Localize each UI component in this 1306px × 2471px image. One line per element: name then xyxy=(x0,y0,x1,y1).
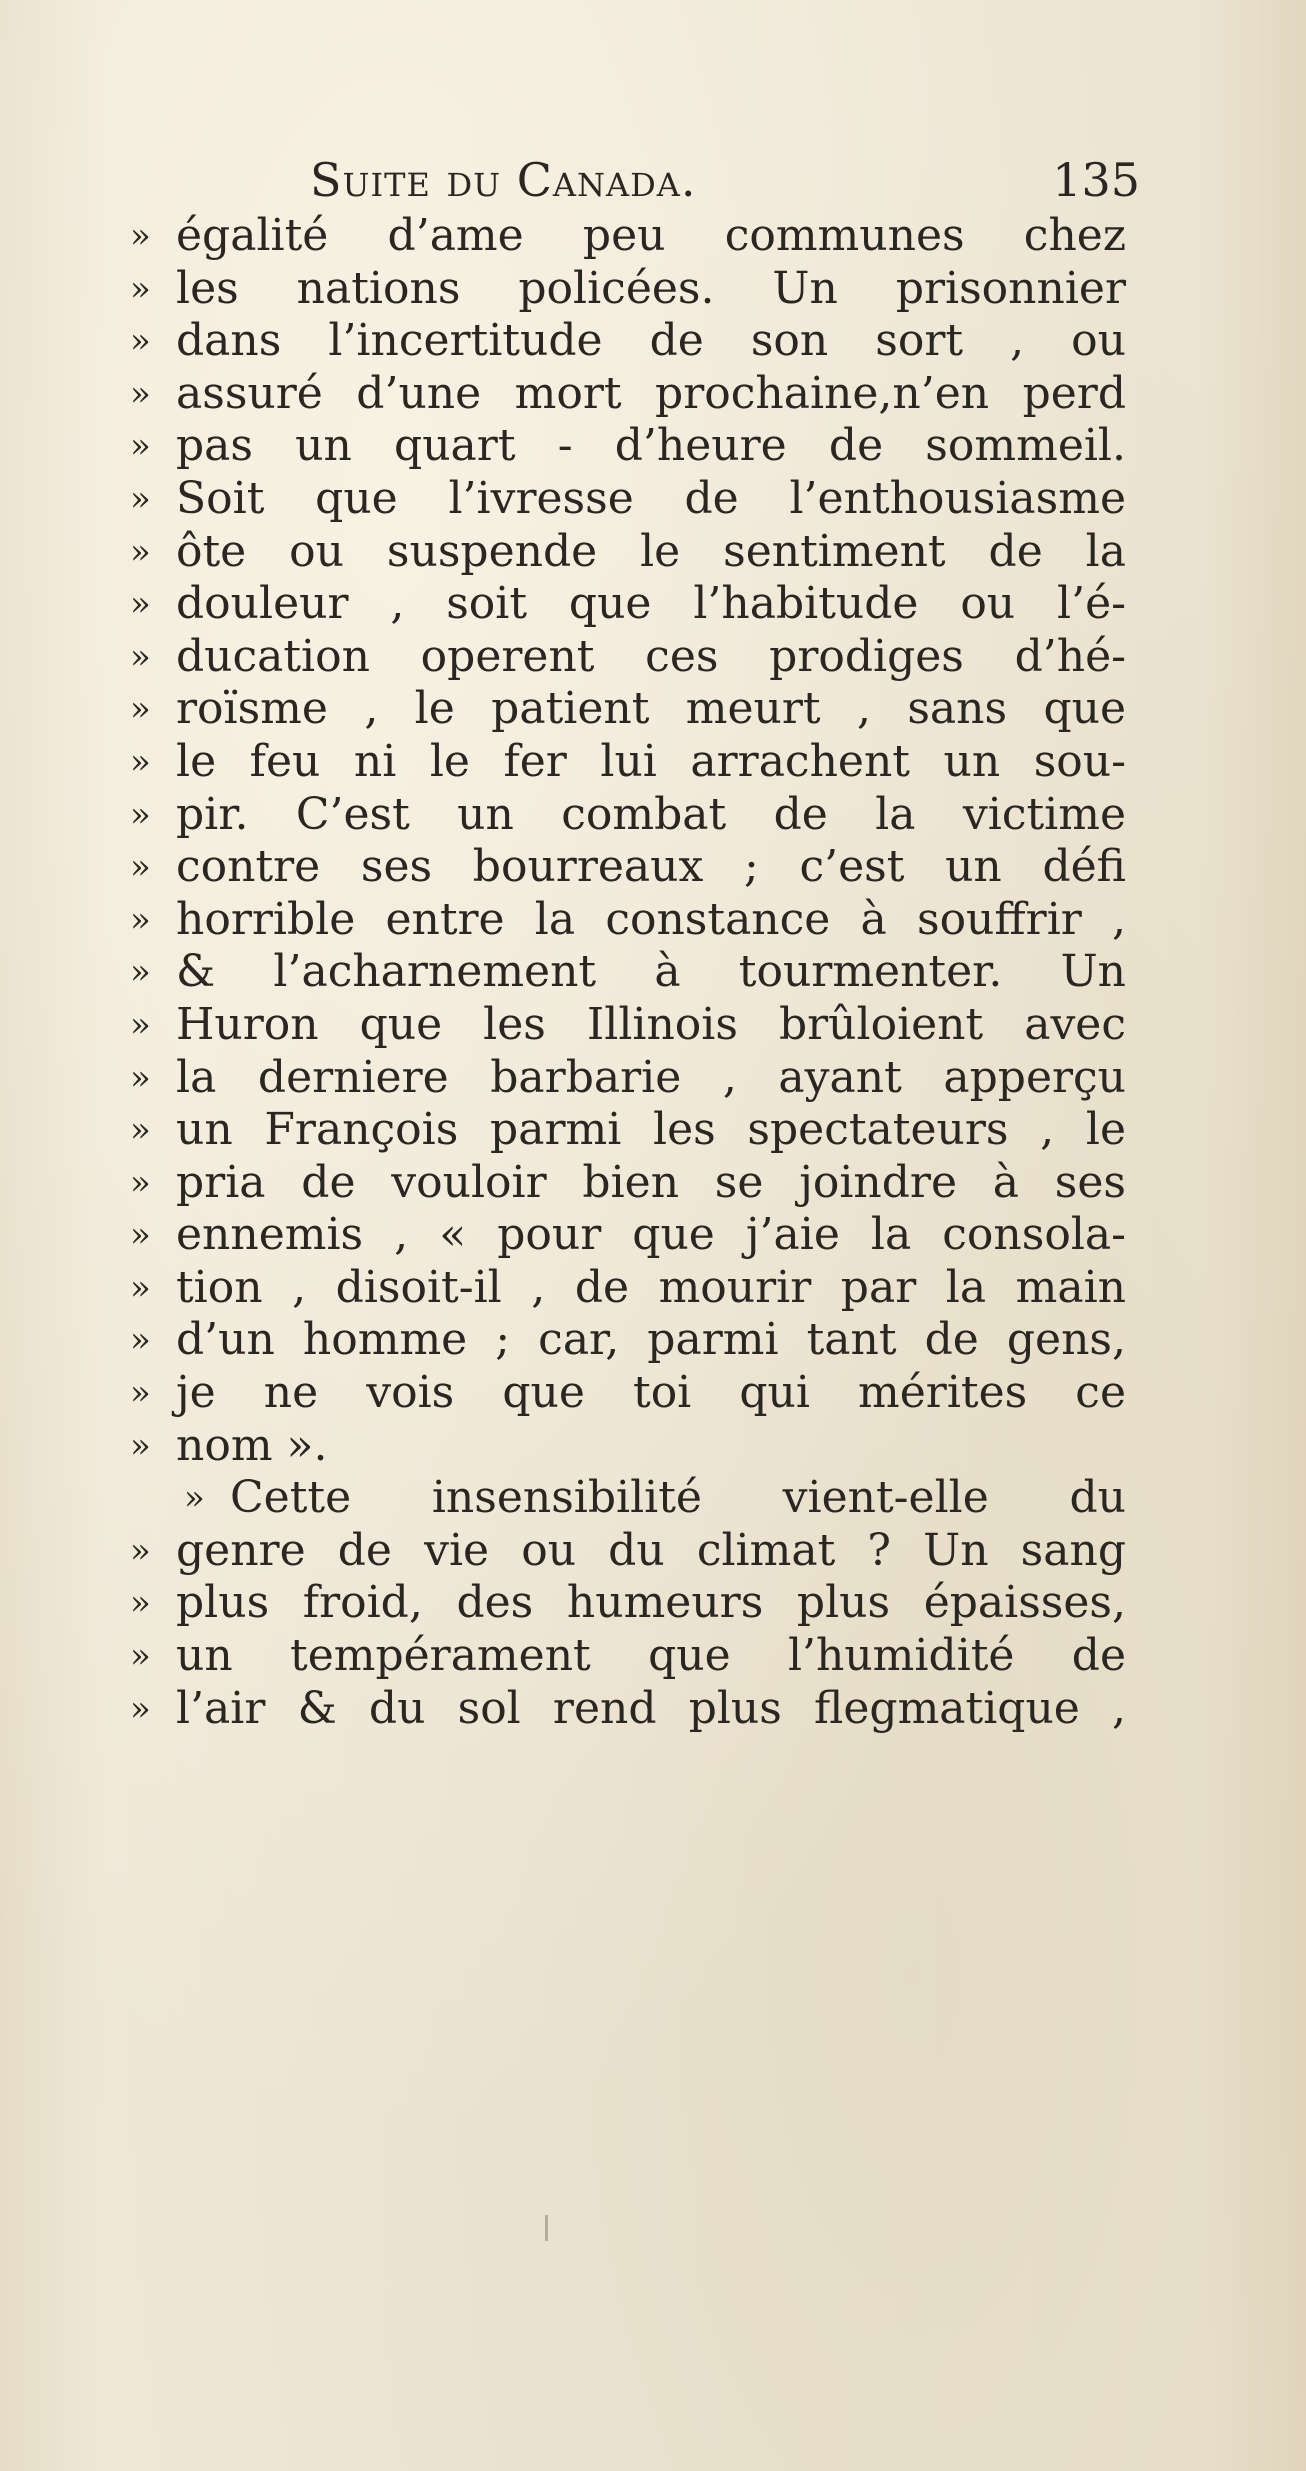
text-line xyxy=(130,526,1130,579)
text-line xyxy=(130,473,1130,526)
line-text: plus froid, des humeurs plus épaisses, xyxy=(176,1577,1126,1629)
text-line xyxy=(130,631,1130,684)
line-text: ennemis , « pour que j’aie la consola- xyxy=(176,1209,1126,1261)
line-text: égalité d’ame peu communes chez xyxy=(176,210,1126,261)
line-text: contre ses bourreaux ; c’est un défi xyxy=(176,841,1126,893)
page-number: 135 xyxy=(1052,153,1140,207)
line-text: je ne vois que toi qui mérites ce xyxy=(176,1367,1126,1419)
text-line xyxy=(130,946,1130,999)
quote-mark: » xyxy=(130,1267,151,1308)
quote-mark: » xyxy=(130,847,151,888)
quote-mark: » xyxy=(130,216,151,256)
quote-mark: » xyxy=(130,899,151,940)
quote-mark: » xyxy=(130,426,151,467)
text-line xyxy=(130,683,1130,736)
text-line xyxy=(130,999,1130,1052)
line-text: la derniere barbarie , ayant apperçu xyxy=(176,1051,1126,1103)
quote-mark: » xyxy=(130,531,151,572)
text-line xyxy=(130,1367,1130,1420)
line-text: tion , disoit-il , de mourir par la main xyxy=(176,1261,1126,1313)
running-title: Suite du Canada. xyxy=(310,153,697,207)
line-text: les nations policées. Un prisonnier xyxy=(176,262,1126,314)
line-text: genre de vie ou du climat ? Un sang xyxy=(176,1524,1126,1576)
quote-mark: » xyxy=(130,1688,151,1729)
quote-mark: » xyxy=(130,584,151,625)
line-text: ducation operent ces prodiges d’hé- xyxy=(176,630,1126,682)
text-line xyxy=(130,1262,1130,1315)
quote-mark: » xyxy=(130,1583,151,1624)
page-header xyxy=(300,150,1140,210)
quote-mark: » xyxy=(130,689,151,730)
quote-mark: » xyxy=(130,1636,151,1677)
quote-mark: » xyxy=(130,321,151,362)
text-line xyxy=(130,1472,1130,1525)
text-line xyxy=(130,315,1130,368)
quote-mark: » xyxy=(130,794,151,835)
text-line xyxy=(130,263,1130,316)
quote-mark: » xyxy=(130,636,151,677)
line-text: un François parmi les spectateurs , le xyxy=(176,1104,1126,1156)
line-text: pas un quart - d’heure de sommeil. xyxy=(176,420,1126,472)
quote-mark: » xyxy=(130,741,151,782)
text-line xyxy=(130,1420,1130,1473)
text-line xyxy=(130,1052,1130,1105)
text-line xyxy=(130,894,1130,947)
body-text xyxy=(130,210,1130,1735)
text-line xyxy=(130,736,1130,789)
text-line xyxy=(130,841,1130,894)
line-text: Soit que l’ivresse de l’enthousiasme xyxy=(176,472,1126,524)
line-text: & l’acharnement à tourmenter. Un xyxy=(176,946,1126,998)
quote-mark: » xyxy=(130,373,151,414)
text-line xyxy=(130,1314,1130,1367)
quote-mark: » xyxy=(130,268,151,309)
line-text: nom ». xyxy=(176,1419,328,1471)
text-line xyxy=(130,789,1130,842)
line-text: dans l’incertitude de son sort , ou xyxy=(176,315,1126,367)
line-text: ôte ou suspende le sentiment de la xyxy=(176,525,1126,577)
text-line xyxy=(130,1104,1130,1157)
quote-mark: » xyxy=(130,1425,151,1466)
text-line xyxy=(130,420,1130,473)
line-text: pir. C’est un combat de la victime xyxy=(176,788,1126,840)
line-text: Cette insensibilité vient-elle du xyxy=(230,1472,1126,1524)
text-line xyxy=(130,1577,1130,1630)
quote-mark: » xyxy=(130,952,151,993)
quote-mark: » xyxy=(130,1530,151,1571)
line-text: roïsme , le patient meurt , sans que xyxy=(176,683,1126,735)
text-line xyxy=(130,368,1130,421)
paper-speck xyxy=(545,2215,548,2241)
line-text: douleur , soit que l’habitude ou l’é- xyxy=(176,578,1126,630)
line-text: l’air & du sol rend plus flegmatique , xyxy=(176,1682,1126,1734)
line-text: horrible entre la constance à souffrir , xyxy=(176,893,1126,945)
quote-mark: » xyxy=(130,1162,151,1203)
quote-mark: » xyxy=(130,1004,151,1045)
text-line xyxy=(130,1630,1130,1683)
text-line xyxy=(130,1683,1130,1736)
text-line xyxy=(130,210,1130,263)
quote-mark: » xyxy=(130,1320,151,1361)
quote-mark: » xyxy=(184,1478,205,1519)
text-line xyxy=(130,1525,1130,1578)
line-text: pria de vouloir bien se joindre à ses xyxy=(176,1156,1126,1208)
line-text: le feu ni le fer lui arrachent un sou- xyxy=(176,735,1126,787)
quote-mark: » xyxy=(130,1373,151,1414)
line-text: d’un homme ; car, parmi tant de gens, xyxy=(176,1314,1126,1366)
line-text: Huron que les Illinois brûloient avec xyxy=(176,998,1126,1050)
quote-mark: » xyxy=(130,1057,151,1098)
text-line xyxy=(130,578,1130,631)
text-line xyxy=(130,1209,1130,1262)
quote-mark: » xyxy=(130,478,151,519)
line-text: assuré d’une mort prochaine,n’en perd xyxy=(176,367,1126,419)
quote-mark: » xyxy=(130,1110,151,1151)
line-text: un tempérament que l’humidité de xyxy=(176,1630,1126,1682)
quote-mark: » xyxy=(130,1215,151,1256)
text-line xyxy=(130,1157,1130,1210)
